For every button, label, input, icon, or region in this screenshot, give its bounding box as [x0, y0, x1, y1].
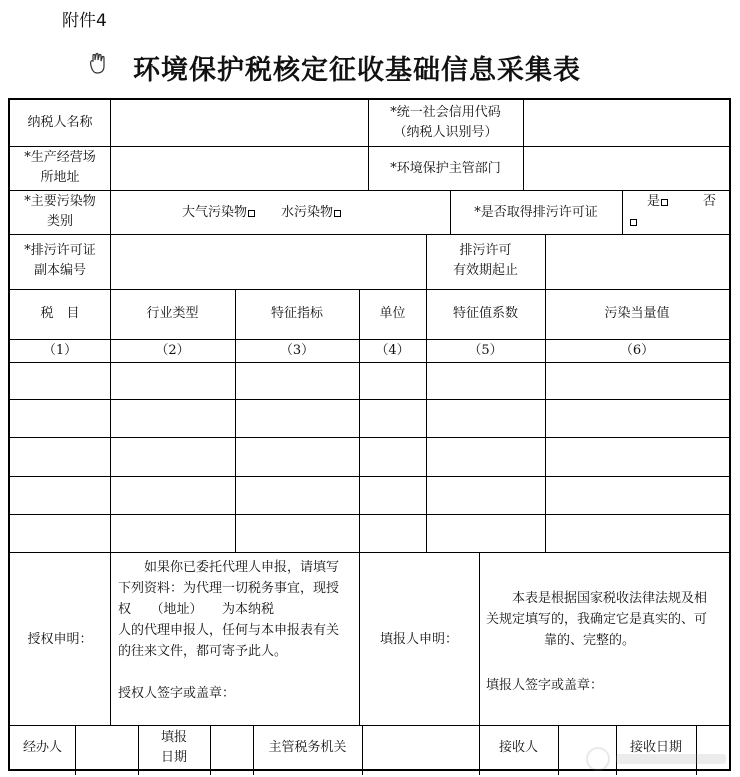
permit-number-field[interactable]	[111, 235, 426, 289]
credit-code-field[interactable]	[524, 100, 729, 146]
table-row[interactable]	[10, 400, 729, 437]
column-header: 特征值系数	[452, 306, 518, 321]
table-row[interactable]	[10, 363, 729, 399]
authorization-line: 下列资料：为代理一切税务事宜，现授	[118, 581, 340, 596]
air-pollutant-option[interactable]	[182, 203, 255, 223]
tax-office-field[interactable]	[363, 726, 479, 771]
column-number: （1）	[42, 343, 78, 358]
authorization-label: 授权申明：	[27, 632, 93, 647]
column-header: 行业类型	[146, 306, 199, 321]
authorization-line: 权 （地址） 为本纳税	[118, 602, 275, 617]
permit-number-label-line2: 副本编号	[33, 263, 86, 278]
authorization-text	[118, 557, 358, 662]
water-pollutant-label: 水污染物	[281, 205, 334, 220]
pollutant-type-label-line2: 类别	[46, 214, 73, 229]
page-title: 环境保护税核定征收基础信息采集表	[133, 55, 581, 86]
column-number: （3）	[279, 343, 315, 358]
permit-validity-label-line1: 排污许可	[459, 243, 512, 258]
authority-field[interactable]	[524, 147, 729, 190]
column-header: 税 目	[40, 306, 80, 321]
receive-date-label: 接收日期	[629, 740, 682, 755]
hand-pointer-icon	[87, 52, 109, 76]
permit-validity-field[interactable]	[546, 235, 729, 289]
authorization-line: 如果你已委托代理人申报，请填写	[144, 560, 340, 575]
address-label-line1: *生产经营场	[24, 150, 96, 165]
credit-code-label	[368, 103, 523, 143]
filer-declaration-line: 关规定填写的，我确定它是真实的、可	[486, 612, 708, 627]
permit-yes-checkbox[interactable]	[661, 199, 668, 206]
column-number: （2）	[155, 343, 190, 358]
water-pollutant-option[interactable]	[281, 203, 341, 223]
permit-yes-option[interactable]	[647, 192, 668, 212]
permit-question-label: *是否取得排污许可证	[474, 205, 598, 220]
authorization-line: 人的代理申报人，任何与本申报表有关	[118, 623, 340, 638]
table-row[interactable]	[10, 438, 729, 476]
column-header: 单位	[379, 306, 406, 321]
authorization-signature-label: 授权人签字或盖章：	[118, 686, 236, 701]
permit-no-label: 否	[703, 194, 717, 209]
permit-number-label-line1: *排污许可证	[24, 243, 96, 258]
address-label-line2: 所地址	[40, 170, 80, 185]
permit-yes-label: 是	[647, 194, 661, 209]
filing-date-field[interactable]	[211, 726, 253, 771]
address-label	[10, 148, 110, 188]
pollutant-type-label-line1: *主要污染物	[24, 194, 96, 209]
column-number: （5）	[468, 343, 503, 358]
air-pollutant-label: 大气污染物	[182, 205, 248, 220]
column-number: （4）	[375, 343, 410, 358]
filer-declaration-line: 靠的、完整的。	[544, 633, 636, 648]
table-row[interactable]	[10, 515, 729, 552]
handler-label: 经办人	[22, 740, 62, 755]
handler-field[interactable]	[76, 726, 138, 771]
pollutant-type-label	[10, 192, 110, 232]
watermark-icon	[584, 745, 734, 773]
annex-label: 附件4	[62, 11, 107, 31]
water-pollutant-checkbox[interactable]	[334, 210, 341, 217]
permit-no-checkbox[interactable]	[630, 219, 637, 226]
taxpayer-name-field[interactable]	[111, 100, 368, 146]
receiver-label: 接收人	[498, 740, 538, 755]
filing-date-label	[138, 728, 210, 768]
address-field[interactable]	[111, 147, 368, 190]
authority-label: *环境保护主管部门	[390, 161, 501, 176]
permit-validity-label-line2: 有效期起止	[452, 263, 518, 278]
authorization-line: 的往来文件，都可寄予此人。	[118, 644, 288, 659]
permit-validity-label	[426, 241, 545, 281]
filing-date-label-line1: 填报	[160, 730, 187, 745]
filer-declaration-line: 本表是根据国家税收法律法规及相	[512, 591, 708, 606]
info-form-table	[8, 98, 731, 771]
column-number: （6）	[619, 343, 655, 358]
permit-number-label	[10, 241, 110, 281]
tax-office-label: 主管税务机关	[268, 740, 347, 755]
taxpayer-name-label: 纳税人名称	[27, 115, 93, 130]
credit-code-label-line1: *统一社会信用代码	[390, 105, 501, 120]
filer-declaration-label: 填报人申明：	[379, 632, 458, 647]
column-header: 特征指标	[270, 306, 323, 321]
filing-date-label-line2: 日期	[160, 750, 187, 765]
filer-signature-label: 填报人签字或盖章：	[486, 678, 604, 693]
filer-declaration-text	[486, 588, 726, 651]
column-header: 污染当量值	[604, 306, 670, 321]
table-row[interactable]	[10, 477, 729, 514]
air-pollutant-checkbox[interactable]	[248, 210, 255, 217]
credit-code-label-line2: （纳税人识别号）	[393, 125, 498, 140]
